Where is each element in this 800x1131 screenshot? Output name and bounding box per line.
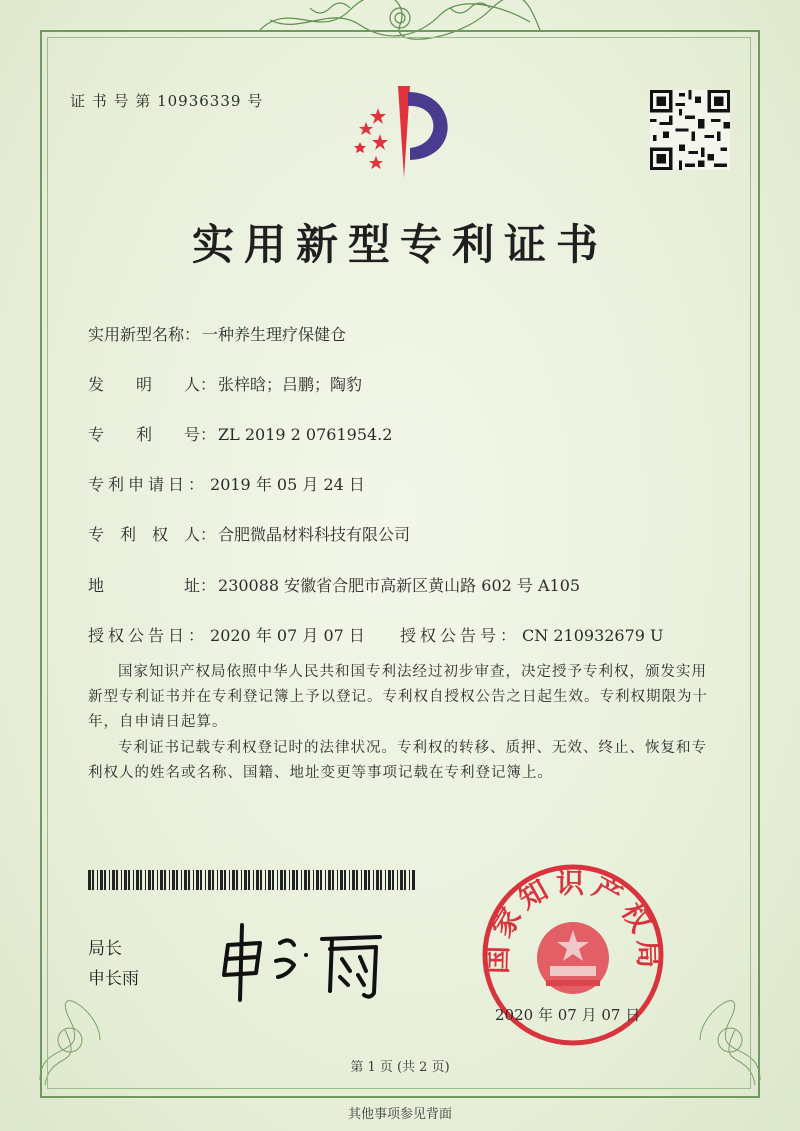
field-value: 一种养生理疗保健仓 [202, 325, 347, 344]
field-value: 2020 年 07 月 07 日 [210, 626, 365, 645]
qr-code-icon [650, 90, 730, 170]
field-value: CN 210932679 U [522, 626, 664, 645]
field-patent-number [88, 422, 392, 445]
director-title: 局长 [88, 939, 122, 959]
certificate-number: 证 书 号 第 10936339 号 [70, 92, 264, 110]
body-paragraph: 国家知识产权局依照中华人民共和国专利法经过初步审查，决定授予专利权，颁发实用新型专利证书并在专利登记簿上予以登记。专利权自授权公告之日起生效。专利权期限为十年，自申请日起算。 [88, 664, 708, 730]
cnipa-logo-icon [338, 78, 468, 188]
field-grant-date [88, 623, 365, 646]
field-label: 专 利 权 人： [88, 525, 217, 544]
page-number: 第 1 页 (共 2 页) [350, 1060, 450, 1075]
field-grant-number [400, 623, 664, 646]
director-signature-icon [210, 915, 410, 1005]
field-label: 专利申请日： [88, 475, 209, 494]
field-label: 专 利 号： [88, 425, 217, 444]
field-patentee [88, 522, 410, 545]
field-value: ZL 2019 2 0761954.2 [218, 425, 393, 444]
barcode-icon [88, 870, 418, 890]
field-address [88, 573, 580, 596]
field-value: 2019 年 05 月 24 日 [210, 475, 365, 494]
field-filing-date [88, 472, 365, 495]
seal-date: 2020 年 07 月 07 日 [495, 1006, 641, 1024]
body-paragraph: 专利证书记载专利权登记时的法律状况。专利权的转移、质押、无效、终止、恢复和专利权人的姓名或名称、国籍、地址变更等事项记载在专利登记簿上。 [88, 740, 707, 781]
seal-text: 国家知识产权局 [480, 866, 666, 975]
field-label: 授权公告号： [400, 626, 521, 645]
field-value: 230088 安徽省合肥市高新区黄山路 602 号 A105 [218, 576, 581, 595]
field-label: 发 明 人： [88, 375, 217, 394]
field-value: 张梓晗；吕鹏；陶豹 [218, 375, 363, 394]
field-label: 授权公告日： [88, 626, 209, 645]
field-label: 地 址： [88, 576, 217, 595]
certificate-title: 实用新型专利证书 [191, 220, 608, 269]
field-value: 合肥微晶材料科技有限公司 [218, 525, 411, 544]
field-inventor [88, 372, 362, 395]
back-note: 其他事项参见背面 [347, 1107, 452, 1122]
field-utility-model-name [88, 322, 346, 345]
field-label: 实用新型名称： [88, 325, 201, 344]
director-name: 申长雨 [88, 969, 139, 989]
